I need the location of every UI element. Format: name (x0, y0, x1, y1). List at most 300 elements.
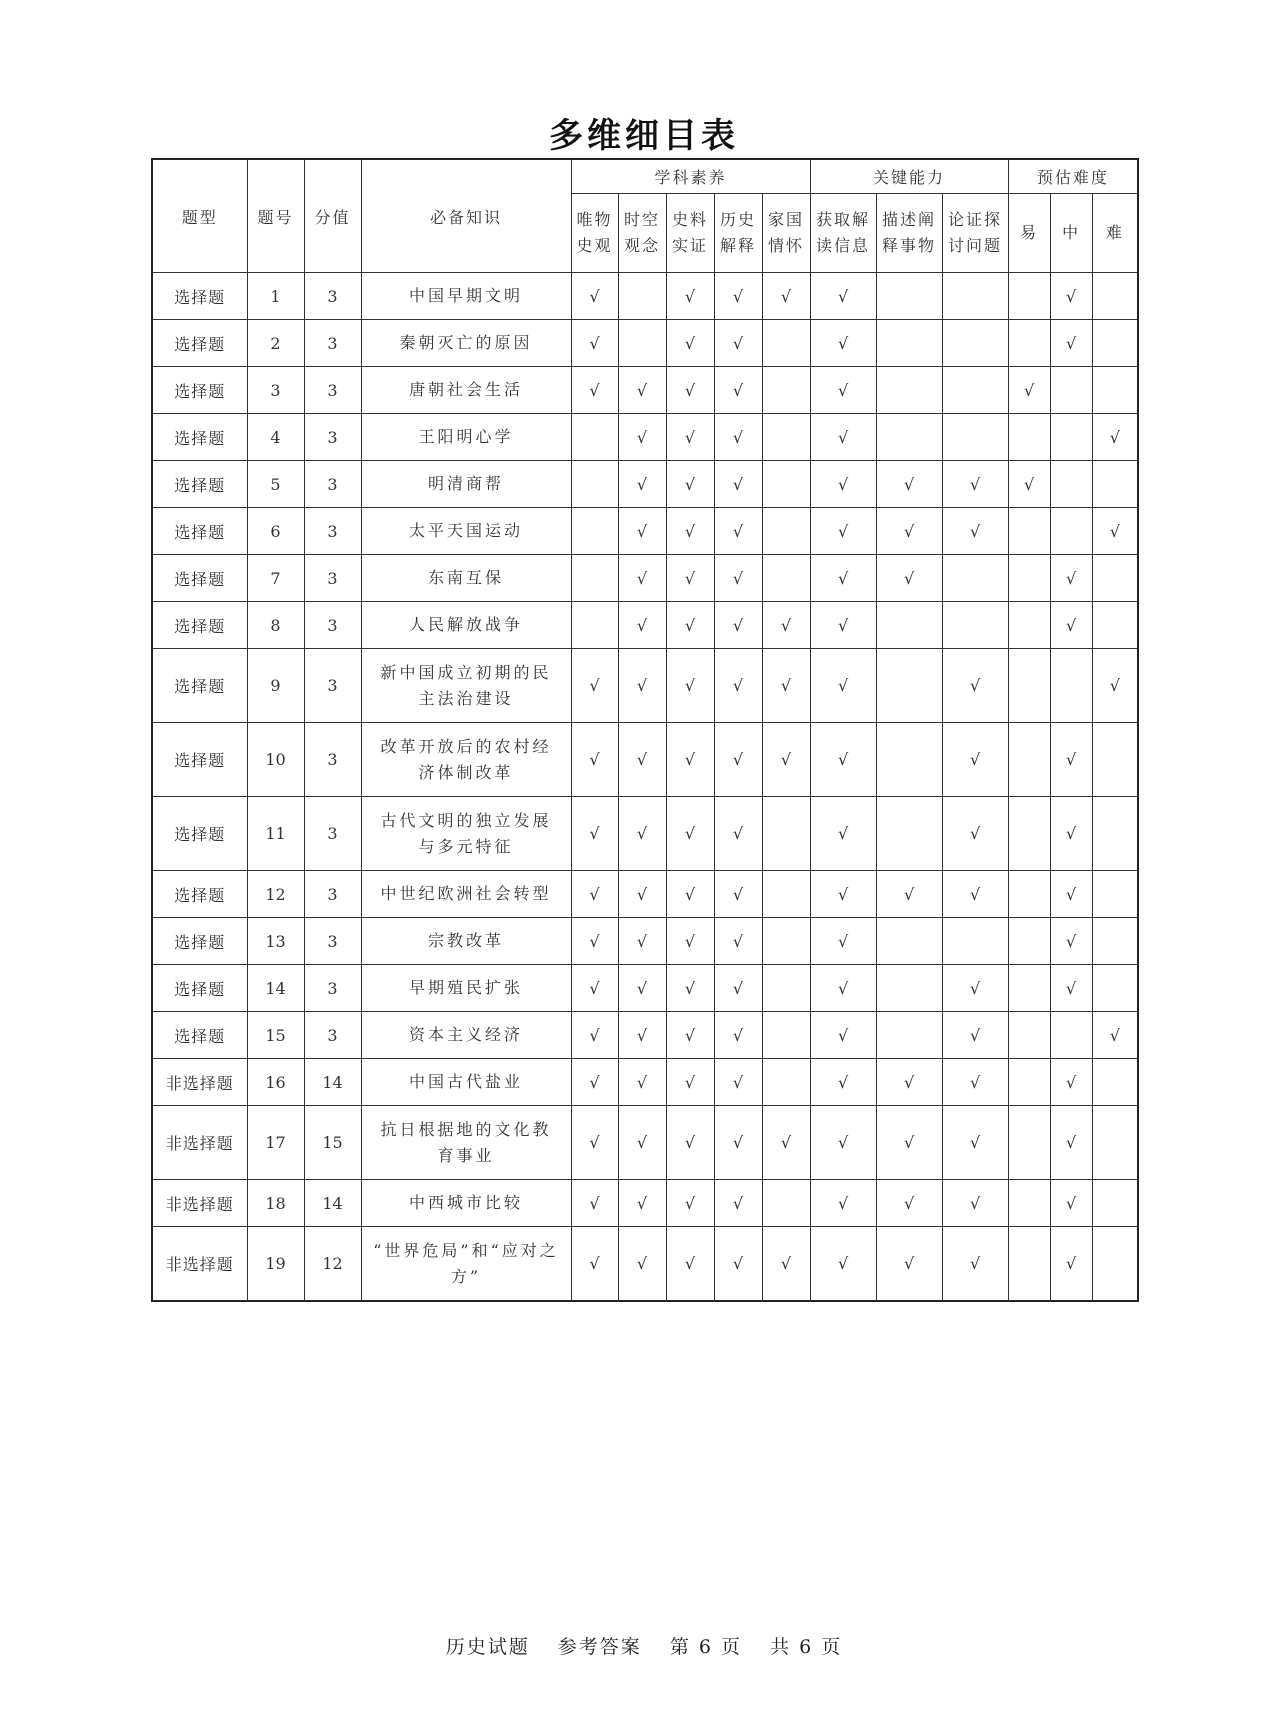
check-mark-icon: √ (810, 320, 876, 367)
check-mark-icon: √ (810, 508, 876, 555)
check-mark-icon: √ (618, 1012, 666, 1059)
cell-score: 3 (304, 555, 361, 602)
cell-check (618, 320, 666, 367)
check-mark-icon: √ (571, 871, 618, 918)
check-mark-icon: √ (618, 1180, 666, 1227)
knowledge-line: 东南互保 (427, 568, 504, 587)
cell-type: 非选择题 (152, 1059, 247, 1106)
table-row (152, 273, 1138, 320)
check-mark-icon: √ (762, 1106, 810, 1180)
cell-score: 3 (304, 1012, 361, 1059)
check-mark-icon: √ (714, 965, 762, 1012)
cell-check (1008, 508, 1050, 555)
cell-check (1092, 918, 1138, 965)
check-mark-icon: √ (666, 649, 714, 723)
header-sub-5 (810, 194, 876, 273)
cell-knowledge (361, 1106, 571, 1180)
header-sub-line: 时空 (623, 210, 660, 229)
header-sub-line: 实证 (671, 236, 708, 255)
check-mark-icon: √ (810, 965, 876, 1012)
check-mark-icon: √ (1050, 1180, 1092, 1227)
cell-number: 19 (247, 1227, 304, 1302)
check-mark-icon: √ (666, 723, 714, 797)
check-mark-icon: √ (942, 871, 1008, 918)
cell-check (1050, 1012, 1092, 1059)
check-mark-icon: √ (571, 918, 618, 965)
check-mark-icon: √ (618, 1059, 666, 1106)
knowledge-line: 新中国成立初期的民 (380, 662, 552, 682)
check-mark-icon: √ (618, 1106, 666, 1180)
page-footer (0, 1632, 1288, 1659)
cell-knowledge (361, 918, 571, 965)
cell-check (1008, 320, 1050, 367)
check-mark-icon: √ (618, 871, 666, 918)
cell-score: 3 (304, 723, 361, 797)
check-mark-icon: √ (666, 1059, 714, 1106)
check-mark-icon: √ (714, 797, 762, 871)
check-mark-icon: √ (810, 797, 876, 871)
cell-check (762, 1180, 810, 1227)
header-sub-1 (618, 194, 666, 273)
cell-check (1008, 273, 1050, 320)
header-sub-line: 情怀 (768, 236, 805, 255)
header-sub-8 (1008, 194, 1050, 273)
check-mark-icon: √ (1050, 965, 1092, 1012)
cell-score: 3 (304, 367, 361, 414)
cell-check (618, 273, 666, 320)
cell-type: 非选择题 (152, 1227, 247, 1302)
cell-check (1008, 1059, 1050, 1106)
cell-check (571, 602, 618, 649)
check-mark-icon: √ (1092, 508, 1138, 555)
check-mark-icon: √ (810, 871, 876, 918)
check-mark-icon: √ (571, 1012, 618, 1059)
header-group-difficulty: 预估难度 (1008, 159, 1138, 194)
cell-knowledge (361, 414, 571, 461)
cell-number: 14 (247, 965, 304, 1012)
cell-knowledge (361, 723, 571, 797)
cell-score: 3 (304, 414, 361, 461)
check-mark-icon: √ (1050, 273, 1092, 320)
cell-knowledge (361, 320, 571, 367)
cell-knowledge (361, 273, 571, 320)
check-mark-icon: √ (714, 1106, 762, 1180)
header-sub-line: 唯物 (576, 210, 613, 229)
cell-check (1092, 1106, 1138, 1180)
header-score: 分值 (304, 159, 361, 273)
cell-check (942, 367, 1008, 414)
cell-check (1092, 1059, 1138, 1106)
check-mark-icon: √ (618, 602, 666, 649)
check-mark-icon: √ (810, 723, 876, 797)
cell-check (1092, 723, 1138, 797)
check-mark-icon: √ (876, 871, 942, 918)
cell-check (876, 918, 942, 965)
check-mark-icon: √ (762, 649, 810, 723)
cell-type: 选择题 (152, 918, 247, 965)
table-row (152, 1180, 1138, 1227)
cell-score: 3 (304, 508, 361, 555)
table-row (152, 414, 1138, 461)
check-mark-icon: √ (810, 1227, 876, 1302)
header-sub-line: 读信息 (816, 236, 871, 255)
cell-knowledge (361, 1059, 571, 1106)
knowledge-line: 宗教改革 (427, 931, 504, 950)
cell-check (1050, 649, 1092, 723)
check-mark-icon: √ (942, 965, 1008, 1012)
cell-knowledge (361, 508, 571, 555)
header-sub-line: 获取解 (816, 210, 871, 229)
cell-score: 3 (304, 461, 361, 508)
cell-check (762, 414, 810, 461)
check-mark-icon: √ (762, 273, 810, 320)
cell-check (762, 461, 810, 508)
cell-check (1092, 555, 1138, 602)
cell-check (1008, 1180, 1050, 1227)
table-row (152, 461, 1138, 508)
cell-check (876, 797, 942, 871)
check-mark-icon: √ (666, 602, 714, 649)
check-mark-icon: √ (942, 461, 1008, 508)
cell-check (942, 414, 1008, 461)
cell-number: 9 (247, 649, 304, 723)
cell-number: 4 (247, 414, 304, 461)
header-sub-line: 观念 (623, 236, 660, 255)
check-mark-icon: √ (571, 1180, 618, 1227)
check-mark-icon: √ (714, 1180, 762, 1227)
cell-check (1092, 1227, 1138, 1302)
check-mark-icon: √ (1050, 871, 1092, 918)
cell-number: 16 (247, 1059, 304, 1106)
header-type: 题型 (152, 159, 247, 273)
cell-check (1050, 461, 1092, 508)
table-row (152, 602, 1138, 649)
check-mark-icon: √ (714, 1059, 762, 1106)
header-sub-line: 史料 (671, 210, 708, 229)
check-mark-icon: √ (1050, 797, 1092, 871)
check-mark-icon: √ (714, 602, 762, 649)
cell-number: 18 (247, 1180, 304, 1227)
cell-check (1008, 555, 1050, 602)
cell-check (1092, 367, 1138, 414)
footer-subject: 历史试题 (445, 1636, 530, 1658)
cell-check (1008, 1106, 1050, 1180)
cell-check (1008, 602, 1050, 649)
table-row (152, 367, 1138, 414)
check-mark-icon: √ (942, 1059, 1008, 1106)
check-mark-icon: √ (618, 918, 666, 965)
check-mark-icon: √ (942, 1012, 1008, 1059)
knowledge-line: 秦朝灭亡的原因 (399, 333, 533, 352)
check-mark-icon: √ (618, 367, 666, 414)
cell-check (762, 965, 810, 1012)
cell-type: 选择题 (152, 320, 247, 367)
table-row (152, 649, 1138, 723)
cell-check (1092, 965, 1138, 1012)
cell-score: 3 (304, 797, 361, 871)
cell-type: 选择题 (152, 461, 247, 508)
check-mark-icon: √ (618, 1227, 666, 1302)
check-mark-icon: √ (876, 1059, 942, 1106)
header-sub-line: 史观 (576, 236, 613, 255)
check-mark-icon: √ (876, 1227, 942, 1302)
cell-check (942, 918, 1008, 965)
cell-check (942, 273, 1008, 320)
knowledge-line: 抗日根据地的文化教 (380, 1119, 552, 1139)
cell-check (762, 918, 810, 965)
cell-score: 15 (304, 1106, 361, 1180)
cell-check (762, 320, 810, 367)
cell-score: 14 (304, 1180, 361, 1227)
cell-knowledge (361, 367, 571, 414)
check-mark-icon: √ (1008, 461, 1050, 508)
check-mark-icon: √ (618, 723, 666, 797)
cell-number: 12 (247, 871, 304, 918)
cell-number: 8 (247, 602, 304, 649)
check-mark-icon: √ (876, 461, 942, 508)
check-mark-icon: √ (714, 1227, 762, 1302)
check-mark-icon: √ (714, 461, 762, 508)
check-mark-icon: √ (942, 797, 1008, 871)
cell-check (1050, 414, 1092, 461)
check-mark-icon: √ (1050, 555, 1092, 602)
check-mark-icon: √ (618, 797, 666, 871)
cell-check (762, 871, 810, 918)
check-mark-icon: √ (876, 508, 942, 555)
knowledge-line: 古代文明的独立发展 (380, 810, 552, 830)
check-mark-icon: √ (666, 965, 714, 1012)
cell-check (1008, 797, 1050, 871)
check-mark-icon: √ (666, 461, 714, 508)
table-row (152, 797, 1138, 871)
cell-check (876, 1012, 942, 1059)
cell-knowledge (361, 797, 571, 871)
header-sub-6 (876, 194, 942, 273)
check-mark-icon: √ (571, 273, 618, 320)
cell-score: 14 (304, 1059, 361, 1106)
cell-number: 15 (247, 1012, 304, 1059)
cell-type: 选择题 (152, 555, 247, 602)
check-mark-icon: √ (714, 871, 762, 918)
check-mark-icon: √ (714, 414, 762, 461)
cell-type: 选择题 (152, 965, 247, 1012)
check-mark-icon: √ (571, 797, 618, 871)
check-mark-icon: √ (762, 602, 810, 649)
header-sub-line: 中 (1062, 223, 1081, 242)
knowledge-line: 中世纪欧洲社会转型 (380, 884, 552, 903)
check-mark-icon: √ (762, 723, 810, 797)
check-mark-icon: √ (1050, 918, 1092, 965)
cell-score: 3 (304, 965, 361, 1012)
check-mark-icon: √ (618, 508, 666, 555)
check-mark-icon: √ (810, 649, 876, 723)
header-sub-line: 易 (1020, 223, 1039, 242)
cell-type: 选择题 (152, 508, 247, 555)
footer-doc: 参考答案 (557, 1636, 642, 1658)
check-mark-icon: √ (666, 555, 714, 602)
header-sub-3 (714, 194, 762, 273)
check-mark-icon: √ (571, 649, 618, 723)
check-mark-icon: √ (1050, 1106, 1092, 1180)
cell-check (1008, 965, 1050, 1012)
knowledge-line: 明清商帮 (427, 474, 504, 493)
table-row (152, 508, 1138, 555)
knowledge-line: 人民解放战争 (408, 615, 523, 634)
check-mark-icon: √ (714, 723, 762, 797)
knowledge-line: “世界危局”和“应对之 (373, 1240, 559, 1260)
check-mark-icon: √ (1050, 320, 1092, 367)
check-mark-icon: √ (876, 1180, 942, 1227)
header-sub-line: 释事物 (882, 236, 937, 255)
cell-check (1092, 602, 1138, 649)
cell-check (942, 555, 1008, 602)
cell-knowledge (361, 602, 571, 649)
cell-check (1050, 508, 1092, 555)
knowledge-line: 济体制改革 (418, 762, 514, 782)
check-mark-icon: √ (714, 555, 762, 602)
cell-knowledge (361, 461, 571, 508)
check-mark-icon: √ (714, 1012, 762, 1059)
check-mark-icon: √ (618, 965, 666, 1012)
check-mark-icon: √ (571, 1106, 618, 1180)
cell-check (571, 414, 618, 461)
header-sub-9 (1050, 194, 1092, 273)
cell-type: 选择题 (152, 367, 247, 414)
check-mark-icon: √ (810, 273, 876, 320)
cell-check (876, 723, 942, 797)
cell-number: 17 (247, 1106, 304, 1180)
header-group-ability: 关键能力 (810, 159, 1008, 194)
header-sub-7 (942, 194, 1008, 273)
check-mark-icon: √ (1092, 1012, 1138, 1059)
cell-check (876, 367, 942, 414)
cell-check (1092, 320, 1138, 367)
cell-check (876, 320, 942, 367)
check-mark-icon: √ (666, 1180, 714, 1227)
header-sub-2 (666, 194, 714, 273)
header-sub-line: 家国 (768, 210, 805, 229)
table-row (152, 320, 1138, 367)
check-mark-icon: √ (1050, 602, 1092, 649)
check-mark-icon: √ (571, 1059, 618, 1106)
header-sub-line: 历史 (719, 210, 756, 229)
header-sub-line: 难 (1105, 223, 1124, 242)
cell-check (571, 461, 618, 508)
check-mark-icon: √ (714, 918, 762, 965)
cell-check (1092, 871, 1138, 918)
cell-check (1008, 918, 1050, 965)
check-mark-icon: √ (810, 1180, 876, 1227)
check-mark-icon: √ (666, 1012, 714, 1059)
cell-knowledge (361, 965, 571, 1012)
check-mark-icon: √ (942, 1180, 1008, 1227)
cell-number: 3 (247, 367, 304, 414)
footer-page: 第 6 页 (669, 1636, 743, 1658)
cell-number: 7 (247, 555, 304, 602)
cell-check (1092, 1180, 1138, 1227)
cell-check (1008, 723, 1050, 797)
check-mark-icon: √ (714, 320, 762, 367)
knowledge-line: 与多元特征 (418, 836, 514, 856)
cell-type: 选择题 (152, 723, 247, 797)
check-mark-icon: √ (666, 367, 714, 414)
check-mark-icon: √ (618, 414, 666, 461)
header-sub-0 (571, 194, 618, 273)
check-mark-icon: √ (666, 871, 714, 918)
cell-type: 非选择题 (152, 1180, 247, 1227)
table-row (152, 918, 1138, 965)
cell-check (762, 1059, 810, 1106)
cell-check (876, 273, 942, 320)
specification-table (151, 158, 1139, 1302)
knowledge-line: 育事业 (437, 1145, 495, 1165)
cell-check (1092, 797, 1138, 871)
header-sub-line: 讨问题 (948, 236, 1003, 255)
cell-number: 10 (247, 723, 304, 797)
cell-check (1050, 367, 1092, 414)
knowledge-line: 主法治建设 (418, 688, 514, 708)
check-mark-icon: √ (714, 508, 762, 555)
table-row (152, 1012, 1138, 1059)
cell-check (876, 602, 942, 649)
check-mark-icon: √ (1092, 649, 1138, 723)
check-mark-icon: √ (571, 965, 618, 1012)
check-mark-icon: √ (876, 1106, 942, 1180)
knowledge-line: 资本主义经济 (408, 1025, 523, 1044)
table-row (152, 1227, 1138, 1302)
cell-check (876, 414, 942, 461)
cell-check (762, 508, 810, 555)
header-sub-line: 论证探 (948, 210, 1003, 229)
check-mark-icon: √ (666, 1227, 714, 1302)
check-mark-icon: √ (1050, 1059, 1092, 1106)
cell-check (571, 555, 618, 602)
check-mark-icon: √ (942, 508, 1008, 555)
footer-total: 共 6 页 (770, 1636, 843, 1658)
check-mark-icon: √ (810, 414, 876, 461)
cell-number: 13 (247, 918, 304, 965)
check-mark-icon: √ (1050, 723, 1092, 797)
cell-type: 选择题 (152, 273, 247, 320)
check-mark-icon: √ (618, 461, 666, 508)
check-mark-icon: √ (810, 602, 876, 649)
cell-check (876, 649, 942, 723)
page-title: 多维细目表 (549, 116, 739, 156)
cell-knowledge (361, 1180, 571, 1227)
cell-knowledge (361, 1227, 571, 1302)
knowledge-line: 中西城市比较 (408, 1193, 523, 1212)
cell-type: 选择题 (152, 871, 247, 918)
cell-check (1008, 871, 1050, 918)
knowledge-line: 中国古代盐业 (408, 1072, 523, 1091)
check-mark-icon: √ (1008, 367, 1050, 414)
knowledge-line: 改革开放后的农村经 (380, 736, 552, 756)
check-mark-icon: √ (618, 649, 666, 723)
cell-check (876, 965, 942, 1012)
knowledge-line: 太平天国运动 (408, 521, 523, 540)
cell-score: 3 (304, 320, 361, 367)
cell-type: 选择题 (152, 649, 247, 723)
check-mark-icon: √ (942, 649, 1008, 723)
table-row (152, 1106, 1138, 1180)
header-sub-4 (762, 194, 810, 273)
check-mark-icon: √ (666, 797, 714, 871)
cell-score: 3 (304, 871, 361, 918)
check-mark-icon: √ (714, 367, 762, 414)
cell-score: 3 (304, 273, 361, 320)
header-group-literacy: 学科素养 (571, 159, 810, 194)
cell-check (1008, 649, 1050, 723)
